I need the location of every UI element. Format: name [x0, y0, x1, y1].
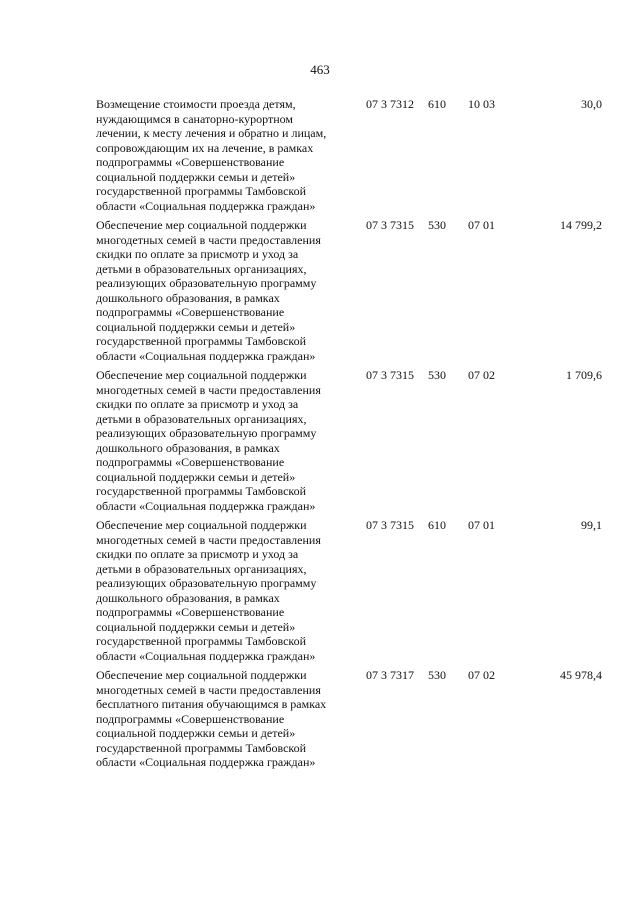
row-target-article-code: 07 3 7315 [366, 368, 414, 382]
row-expense-type-code: 530 [428, 368, 446, 382]
row-amount: 99,1 [581, 518, 602, 532]
row-amount: 30,0 [581, 97, 602, 111]
table-row [96, 518, 606, 663]
row-target-article-code: 07 3 7312 [366, 97, 414, 111]
row-description: Обеспечение мер социальной поддержки многодетных семей в части предоставления бесплатного питания обучающимся в рамках подпрограммы «Совершенствование социальной поддержки семьи и детей» государственной программы Тамбовской области «Социальная поддержка граждан» [96, 668, 327, 769]
row-section-code: 07 02 [468, 368, 495, 382]
table-row [96, 368, 606, 513]
page-number: 463 [310, 62, 330, 77]
row-target-article-code: 07 3 7315 [366, 218, 414, 232]
row-target-article-code: 07 3 7315 [366, 518, 414, 532]
row-section-code: 07 01 [468, 518, 495, 532]
row-description: Обеспечение мер социальной поддержки многодетных семей в части предоставления скидки по оплате за присмотр и уход за детьми в образовательных организациях, реализующих образовательную программу дошкольного образования, в рамках подпрограммы «Совершенствование социальной поддержки семьи и детей» государственной программы Тамбовской области «Социальная поддержка граждан» [96, 218, 321, 363]
row-description: Возмещение стоимости проезда детям, нуждающимся в санаторно-курортном лечении, к месту лечения и обратно и лицам, сопровождающим их на лечение, в рамках подпрограммы «Совершенствование социальной поддержки семьи и детей» государственной программы Тамбовской области «Социальная поддержка граждан» [96, 97, 327, 213]
row-amount: 14 799,2 [560, 218, 602, 232]
table-row [96, 218, 606, 363]
table-row [96, 668, 606, 770]
row-amount: 45 978,4 [560, 668, 602, 682]
row-section-code: 07 02 [468, 668, 495, 682]
row-section-code: 07 01 [468, 218, 495, 232]
row-section-code: 10 03 [468, 97, 495, 111]
row-target-article-code: 07 3 7317 [366, 668, 414, 682]
row-description: Обеспечение мер социальной поддержки многодетных семей в части предоставления скидки по оплате за присмотр и уход за детьми в образовательных организациях, реализующих образовательную программу дошкольного образования, в рамках подпрограммы «Совершенствование социальной поддержки семьи и детей» государственной программы Тамбовской области «Социальная поддержка граждан» [96, 518, 321, 663]
row-description: Обеспечение мер социальной поддержки многодетных семей в части предоставления скидки по оплате за присмотр и уход за детьми в образовательных организациях, реализующих образовательную программу дошкольного образования, в рамках подпрограммы «Совершенствование социальной поддержки семьи и детей» государственной программы Тамбовской области «Социальная поддержка граждан» [96, 368, 321, 513]
row-expense-type-code: 610 [428, 518, 446, 532]
row-expense-type-code: 530 [428, 668, 446, 682]
table-row [96, 97, 606, 213]
row-amount: 1 709,6 [566, 368, 602, 382]
row-expense-type-code: 610 [428, 97, 446, 111]
budget-table [96, 97, 606, 775]
row-expense-type-code: 530 [428, 218, 446, 232]
